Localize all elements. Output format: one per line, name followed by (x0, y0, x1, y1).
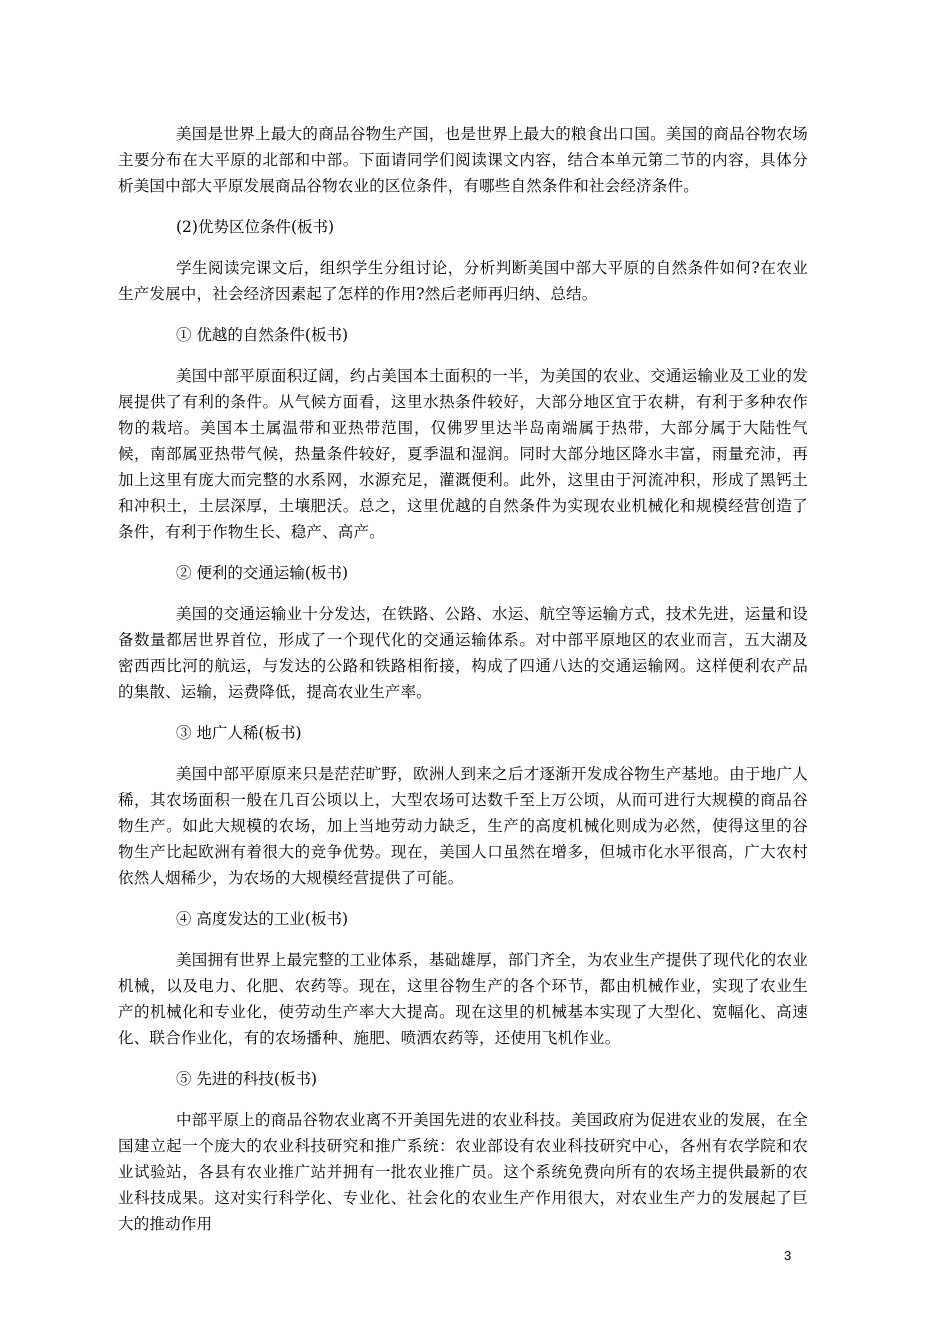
paragraph-discussion: 学生阅读完课文后，组织学生分组讨论，分析判断美国中部大平原的自然条件如何?在农业生产发展中，社会经济因素起了怎样的作用?然后老师再归纳、总结。 (118, 259, 808, 303)
page-number: 3 (784, 1248, 792, 1263)
paragraph-transportation: 美国的交通运输业十分发达，在铁路、公路、水运、航空等运输方式，技术先进，运量和设备数量都居世界首位，形成了一个现代化的交通运输体系。对中部平原地区的农业而言，五大湖及密西西比河的航运，与发达的公路和铁路相衔接，构成了四通八达的交通运输网。这样便利农产品的集散、运输，运费降低，提高农业生产率。 (118, 605, 808, 701)
paragraph-industry: 美国拥有世界上最完整的工业体系，基础雄厚，部门齐全，为农业生产提供了现代化的农业机械，以及电力、化肥、农药等。现在，这里谷物生产的各个环节，都由机械作业，实现了农业生产的机械化和专业化，使劳动生产率大大提高。现在这里的机械基本实现了大型化、宽幅化、高速化、联合作业化，有的农场播种、施肥、喷洒农药等，还使用飞机作业。 (118, 951, 808, 1047)
heading-industry: ④ 高度发达的工业(板书) (176, 910, 349, 928)
paragraph-technology: 中部平原上的商品谷物农业离不开美国先进的农业科技。美国政府为促进农业的发展，在全国建立起一个庞大的农业科技研究和推广系统：农业部设有农业科技研究中心，各州有农学院和农业试验站，各县有农业推广站并拥有一批农业推广员。这个系统免费向所有的农场主提供最新的农业科技成果。这对实行科学化、专业化、社会化的农业生产作用很大，对农业生产力的发展起了巨大的推动作用 (118, 1111, 808, 1233)
heading-natural-conditions: ① 优越的自然条件(板书) (176, 326, 349, 344)
heading-technology: ⑤ 先进的科技(板书) (176, 1070, 318, 1088)
paragraph-intro: 美国是世界上最大的商品谷物生产国，也是世界上最大的粮食出口国。美国的商品谷物农场主要分布在大平原的北部和中部。下面请同学们阅读课文内容，结合本单元第二节的内容，具体分析美国中部大平原发展商品谷物农业的区位条件，有哪些自然条件和社会经济条件。 (118, 125, 808, 195)
heading-location-advantages: (2)优势区位条件(板书) (176, 218, 335, 236)
paragraph-natural-conditions: 美国中部平原面积辽阔，约占美国本土面积的一半，为美国的农业、交通运输业及工业的发展提供了有利的条件。从气候方面看，这里水热条件较好，大部分地区宜于农耕，有利于多种农作物的栽培。美国本土属温带和亚热带范围，仅佛罗里达半岛南端属于热带，大部分属于大陆性气候，南部属亚热带气候，热量条件较好，夏季温和湿润。同时大部分地区降水丰富，雨量充沛，再加上这里有庞大而完整的水系网，水源充足，灌溉便利。此外，这里由于河流冲积，形成了黑钙土和冲积土，土层深厚，土壤肥沃。总之，这里优越的自然条件为实现农业机械化和规模经营创造了条件，有利于作物生长、稳产、高产。 (118, 367, 808, 541)
heading-transportation: ② 便利的交通运输(板书) (176, 564, 349, 582)
document-body (118, 121, 808, 1252)
heading-sparse-population: ③ 地广人稀(板书) (176, 724, 302, 742)
paragraph-sparse-population: 美国中部平原原来只是茫茫旷野，欧洲人到来之后才逐渐开发成谷物生产基地。由于地广人稀，其农场面积一般在几百公顷以上，大型农场可达数千至上万公顷，从而可进行大规模的商品谷物生产。如此大规模的农场，加上当地劳动力缺乏，生产的高度机械化则成为必然，使得这里的谷物生产比起欧洲有着很大的竞争优势。现在，美国人口虽然在增多，但城市化水平很高，广大农村依然人烟稀少，为农场的大规模经营提供了可能。 (118, 765, 808, 887)
